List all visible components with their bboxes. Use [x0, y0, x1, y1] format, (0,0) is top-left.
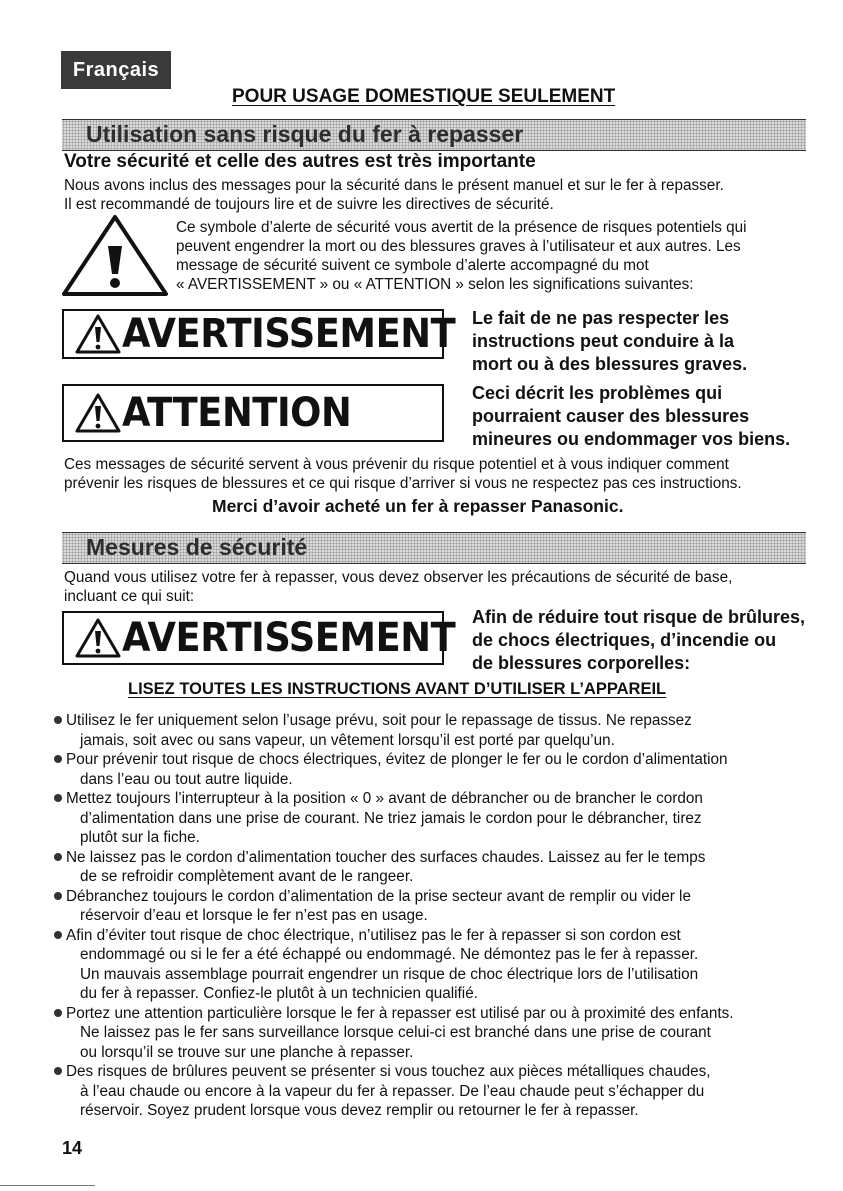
- caution-triangle-icon: [74, 392, 122, 434]
- warning-desc-2: instructions peut conduire à la: [472, 331, 735, 351]
- caution-desc-2: pourraient causer des blessures: [472, 406, 750, 426]
- bullet-text: ou lorsqu’il se trouve sur une planche à repasser.: [80, 1043, 414, 1061]
- bullet-text: réservoir d’eau et lorsque le fer n’est pas en usage.: [80, 907, 428, 924]
- alert-line-2: peuvent engendrer la mort ou des blessures graves à l’utilisateur et aux autres. Les: [176, 238, 741, 255]
- caution-desc-1: Ceci décrit les problèmes qui: [472, 383, 723, 403]
- bullet-dot-icon: [54, 853, 62, 861]
- bullet-text: Mettez toujours l’interrupteur à la position « 0 » avant de débrancher ou de brancher le cordon: [66, 790, 703, 807]
- thanks-line: Merci d’avoir acheté un fer à repasser Panasonic.: [212, 496, 624, 516]
- caution-box: [62, 384, 444, 442]
- bullet-text: dans l’eau ou tout autre liquide.: [80, 770, 293, 788]
- bullet-dot-icon: [54, 892, 62, 900]
- domestic-use-notice: POUR USAGE DOMESTIQUE SEULEMENT: [232, 86, 616, 107]
- bullet-text: Débranchez toujours le cordon d’alimentation de la prise secteur avant de remplir ou vider le: [66, 887, 691, 905]
- page-number: 14: [62, 1138, 83, 1158]
- bullet-text: Ne laissez pas le fer sans surveillance lorsque celui-ci est branché dans une prise de courant: [80, 1024, 711, 1041]
- section-title-safe-use: Utilisation sans risque du fer à repasser: [86, 121, 524, 147]
- list-item: [54, 848, 733, 887]
- measures-intro-line-1: Quand vous utilisez votre fer à repasser, vous devez observer les précautions de sécurité de base,: [64, 569, 733, 586]
- alert-line-4: « AVERTISSEMENT » ou « ATTENTION » selon les significations suivantes:: [176, 276, 694, 293]
- bullet-text: Ne laissez pas le cordon d’alimentation toucher des surfaces chaudes. Laissez au fer le temps: [66, 848, 706, 866]
- bullet-dot-icon: [54, 1067, 62, 1075]
- bullet-text: Portez une attention particulière lorsque le fer à repasser est utilisé par ou à proximité des enfants.: [66, 1004, 734, 1022]
- bullet-dot-icon: [54, 716, 62, 724]
- warning2-desc-3: de blessures corporelles:: [472, 653, 691, 673]
- list-item: [54, 750, 733, 789]
- language-tab: Français: [61, 51, 171, 89]
- warning-box: [62, 309, 456, 359]
- bullet-dot-icon: [54, 755, 62, 763]
- list-item: [54, 1004, 733, 1063]
- bullet-text: Afin d’éviter tout risque de choc électrique, n’utilisez pas le fer à repasser si son cordon est: [66, 926, 681, 944]
- bullet-text: plutôt sur la fiche.: [80, 829, 200, 846]
- list-item: [54, 789, 733, 848]
- safety-heading: Votre sécurité et celle des autres est très importante: [64, 151, 536, 172]
- bullet-text: réservoir. Soyez prudent lorsque vous devez remplir ou retourner le fer à repasser.: [80, 1102, 639, 1119]
- warning-triangle-icon: [74, 313, 122, 355]
- safety-bullet-list: [54, 711, 733, 1121]
- warning-triangle-icon: [74, 617, 122, 659]
- bullet-text: Utilisez le fer uniquement selon l’usage prévu, soit pour le repassage de tissus. Ne repassez: [66, 712, 692, 729]
- alert-line-1: Ce symbole d’alerte de sécurité vous avertit de la présence de risques potentiels qui: [176, 219, 747, 236]
- bullet-text: du fer à repasser. Confiez-le plutôt à un technicien qualifié.: [80, 985, 478, 1002]
- warning-desc-3: mort ou à des blessures graves.: [472, 354, 748, 374]
- measures-intro-line-2: incluant ce qui suit:: [64, 588, 195, 605]
- bullet-text: Un mauvais assemblage pourrait engendrer un risque de choc électrique lors de l’utilisation: [80, 965, 699, 983]
- caution-desc-3: mineures ou endommager vos biens.: [472, 429, 791, 449]
- bullet-text: Des risques de brûlures peuvent se présenter si vous touchez aux pièces métalliques chaudes,: [66, 1063, 711, 1080]
- warning-box-2: [62, 611, 456, 665]
- warning2-desc-2: de chocs électriques, d’incendie ou: [472, 630, 777, 650]
- closing-line-1: Ces messages de sécurité servent à vous prévenir du risque potentiel et à vous indiquer comment: [64, 456, 729, 473]
- bullet-text: Pour prévenir tout risque de chocs électriques, évitez de plonger le fer ou le cordon d’alimentation: [66, 751, 728, 768]
- bullet-text: d’alimentation dans une prise de courant. Ne triez jamais le cordon pour le débrancher, tirez: [80, 809, 702, 827]
- list-item: [54, 1062, 733, 1121]
- bullet-text: à l’eau chaude ou encore à la vapeur du fer à repasser. De l’eau chaude peut s’échapper du: [80, 1082, 705, 1100]
- intro-line-1: Nous avons inclus des messages pour la sécurité dans le présent manuel et sur le fer à repasser.: [64, 177, 724, 194]
- safety-alert-icon: [60, 214, 170, 298]
- list-item: [54, 887, 733, 926]
- list-item: [54, 711, 733, 750]
- footer-rule: [0, 1185, 95, 1186]
- alert-line-3: message de sécurité suivent ce symbole d’alerte accompagné du mot: [176, 257, 649, 274]
- intro-line-2: Il est recommandé de toujours lire et de suivre les directives de sécurité.: [64, 196, 554, 213]
- bullet-text: de se refroidir complètement avant de le rangeer.: [80, 868, 414, 885]
- bullet-dot-icon: [54, 1009, 62, 1017]
- closing-line-2: prévenir les risques de blessures et ce qui risque d’arriver si vous ne respectez pas ces instructions.: [64, 475, 742, 492]
- warning2-desc-1: Afin de réduire tout risque de brûlures,: [472, 607, 806, 627]
- list-item: [54, 926, 733, 1004]
- bullet-dot-icon: [54, 794, 62, 802]
- bullet-text: endommagé ou si le fer a été échappé ou endommagé. Ne démontez pas le fer à repasser.: [80, 946, 699, 963]
- section-title-safety-measures: Mesures de sécurité: [86, 534, 308, 560]
- warning-word: AVERTISSEMENT: [122, 311, 456, 357]
- bullet-dot-icon: [54, 931, 62, 939]
- warning-word-2: AVERTISSEMENT: [122, 615, 456, 661]
- warning-desc-1: Le fait de ne pas respecter les: [472, 308, 730, 328]
- caution-word: ATTENTION: [122, 390, 352, 436]
- read-all-instructions: LISEZ TOUTES LES INSTRUCTIONS AVANT D’UTILISER L’APPAREIL: [128, 680, 667, 698]
- bullet-text: jamais, soit avec ou sans vapeur, un vêtement lorsqu’il est porté par quelqu’un.: [80, 731, 615, 749]
